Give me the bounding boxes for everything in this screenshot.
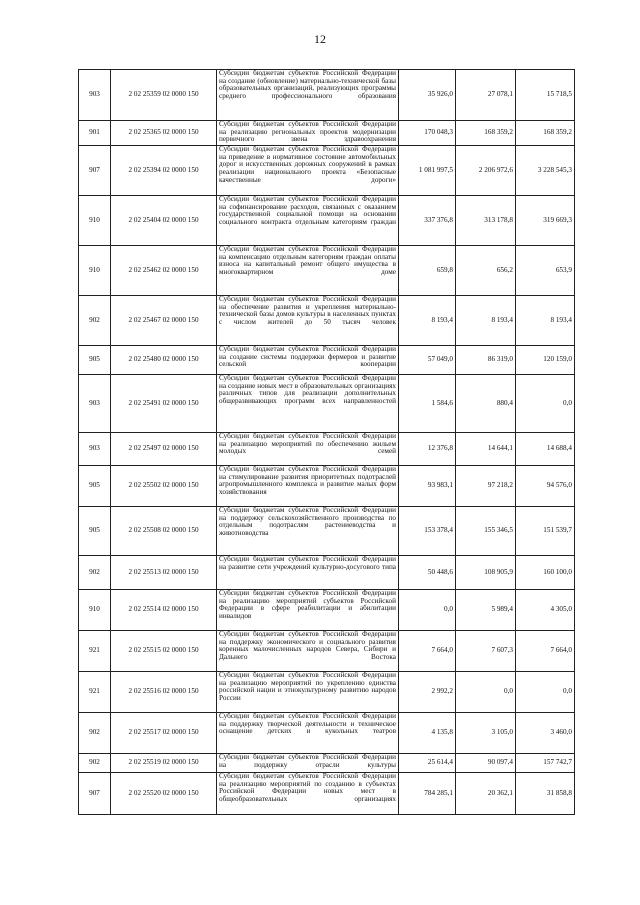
admin-code-cell: 902 [79, 754, 111, 773]
revenue-name-cell: Субсидии бюджетам субъектов Российской Федерации на приведение в нормативное состояние автомобильных дорог и искусственных дорожных сооружений в рамках реализации национального проекта «Безопасные качественные дороги» [217, 146, 399, 196]
amount-year-1-cell: 25 614,4 [399, 754, 456, 773]
table-row [79, 121, 575, 146]
table-row [79, 146, 575, 196]
amount-year-1-cell: 337 376,8 [399, 196, 456, 246]
revenue-name-cell: Субсидии бюджетам субъектов Российской Федерации на софинансирование расходов, связанных с оказанием государственной социальной помощи на основании социального контракта отдельным категориям граждан [217, 196, 399, 246]
amount-year-3-cell: 653,9 [516, 246, 575, 296]
amount-year-2-cell: 108 905,9 [456, 556, 516, 590]
revenue-name-cell: Субсидии бюджетам субъектов Российской Федерации на поддержку творческой деятельности и техническое оснащение детских и кукольных театров [217, 713, 399, 754]
budget-classification-code-cell: 2 02 25497 02 0000 150 [111, 433, 217, 466]
amount-year-3-cell: 94 576,0 [516, 466, 575, 507]
budget-classification-code-cell: 2 02 25462 02 0000 150 [111, 246, 217, 296]
revenue-name-cell: Субсидии бюджетам субъектов Российской Федерации на реализацию мероприятий по укреплению единства российской нации и этнокультурному развитию народов России [217, 672, 399, 713]
budget-table-body [79, 70, 575, 815]
amount-year-3-cell: 4 305,0 [516, 590, 575, 631]
amount-year-2-cell: 7 607,3 [456, 631, 516, 672]
budget-classification-code-cell: 2 02 25513 02 0000 150 [111, 556, 217, 590]
admin-code-cell: 905 [79, 507, 111, 556]
amount-year-1-cell: 0,0 [399, 590, 456, 631]
amount-year-1-cell: 35 926,0 [399, 70, 456, 121]
budget-classification-code-cell: 2 02 25394 02 0000 150 [111, 146, 217, 196]
revenue-name-cell: Субсидии бюджетам субъектов Российской Федерации на реализацию мероприятий по обеспечению жильем молодых семей [217, 433, 399, 466]
revenue-name-cell: Субсидии бюджетам субъектов Российской Федерации на развитие сети учреждений культурно-досугового типа [217, 556, 399, 590]
amount-year-3-cell: 319 669,3 [516, 196, 575, 246]
budget-classification-code-cell: 2 02 25480 02 0000 150 [111, 346, 217, 375]
amount-year-1-cell: 7 664,0 [399, 631, 456, 672]
amount-year-1-cell: 153 378,4 [399, 507, 456, 556]
budget-classification-code-cell: 2 02 25491 02 0000 150 [111, 375, 217, 433]
amount-year-3-cell: 31 858,8 [516, 773, 575, 815]
amount-year-1-cell: 12 376,8 [399, 433, 456, 466]
table-row [79, 672, 575, 713]
amount-year-2-cell: 20 362,1 [456, 773, 516, 815]
amount-year-1-cell: 2 992,2 [399, 672, 456, 713]
revenue-name-cell: Субсидии бюджетам субъектов Российской Федерации на стимулирование развития приоритетных подотраслей агропромышленного комплекса и развитие малых форм хозяйствования [217, 466, 399, 507]
amount-year-3-cell: 151 539,7 [516, 507, 575, 556]
revenue-name-cell: Субсидии бюджетам субъектов Российской Федерации на реализацию мероприятий субъектов Российской Федерации в сфере реабилитации и абилитации инвалидов [217, 590, 399, 631]
table-row [79, 556, 575, 590]
amount-year-3-cell: 14 688,4 [516, 433, 575, 466]
amount-year-2-cell: 97 218,2 [456, 466, 516, 507]
amount-year-2-cell: 656,2 [456, 246, 516, 296]
budget-classification-code-cell: 2 02 25404 02 0000 150 [111, 196, 217, 246]
table-row [79, 773, 575, 815]
amount-year-1-cell: 4 135,8 [399, 713, 456, 754]
table-row [79, 375, 575, 433]
amount-year-2-cell: 168 359,2 [456, 121, 516, 146]
admin-code-cell: 910 [79, 590, 111, 631]
admin-code-cell: 903 [79, 70, 111, 121]
budget-classification-code-cell: 2 02 25467 02 0000 150 [111, 296, 217, 346]
amount-year-1-cell: 1 081 997,5 [399, 146, 456, 196]
revenue-name-cell: Субсидии бюджетам субъектов Российской Федерации на поддержку экономического и социального развития коренных малочисленных народов Севера, Сибири и Дальнего Востока [217, 631, 399, 672]
amount-year-1-cell: 93 983,1 [399, 466, 456, 507]
amount-year-1-cell: 57 049,0 [399, 346, 456, 375]
budget-classification-code-cell: 2 02 25520 02 0000 150 [111, 773, 217, 815]
amount-year-3-cell: 15 718,5 [516, 70, 575, 121]
amount-year-3-cell: 7 664,0 [516, 631, 575, 672]
amount-year-3-cell: 3 228 545,3 [516, 146, 575, 196]
table-row [79, 433, 575, 466]
admin-code-cell: 902 [79, 296, 111, 346]
budget-classification-code-cell: 2 02 25502 02 0000 150 [111, 466, 217, 507]
admin-code-cell: 907 [79, 773, 111, 815]
revenue-name-cell: Субсидии бюджетам субъектов Российской Федерации на компенсацию отдельным категориям граждан оплаты взноса на капитальный ремонт общего имущества в многоквартирном доме [217, 246, 399, 296]
admin-code-cell: 921 [79, 672, 111, 713]
admin-code-cell: 910 [79, 196, 111, 246]
amount-year-2-cell: 313 178,8 [456, 196, 516, 246]
revenue-name-cell: Субсидии бюджетам субъектов Российской Федерации на создание системы поддержки фермеров и развитие сельской кооперации [217, 346, 399, 375]
admin-code-cell: 901 [79, 121, 111, 146]
table-row [79, 296, 575, 346]
budget-classification-code-cell: 2 02 25514 02 0000 150 [111, 590, 217, 631]
amount-year-2-cell: 155 346,5 [456, 507, 516, 556]
table-row [79, 466, 575, 507]
amount-year-2-cell: 5 989,4 [456, 590, 516, 631]
revenue-name-cell: Субсидии бюджетам субъектов Российской Федерации на реализацию региональных проектов модернизации первичного звена здравоохранения [217, 121, 399, 146]
budget-classification-code-cell: 2 02 25359 02 0000 150 [111, 70, 217, 121]
amount-year-2-cell: 880,4 [456, 375, 516, 433]
amount-year-1-cell: 8 193,4 [399, 296, 456, 346]
amount-year-2-cell: 14 644,1 [456, 433, 516, 466]
amount-year-1-cell: 659,8 [399, 246, 456, 296]
table-row [79, 507, 575, 556]
budget-table [78, 69, 575, 815]
amount-year-2-cell: 3 105,0 [456, 713, 516, 754]
budget-classification-code-cell: 2 02 25508 02 0000 150 [111, 507, 217, 556]
amount-year-1-cell: 1 584,6 [399, 375, 456, 433]
amount-year-2-cell: 0,0 [456, 672, 516, 713]
revenue-name-cell: Субсидии бюджетам субъектов Российской Федерации на обеспечение развития и укрепления материально-технической базы домов культуры в населенных пунктах с числом жителей до 50 тысяч человек [217, 296, 399, 346]
table-row [79, 754, 575, 773]
amount-year-3-cell: 3 460,0 [516, 713, 575, 754]
admin-code-cell: 902 [79, 556, 111, 590]
amount-year-2-cell: 2 206 972,6 [456, 146, 516, 196]
admin-code-cell: 910 [79, 246, 111, 296]
amount-year-1-cell: 784 285,1 [399, 773, 456, 815]
amount-year-1-cell: 170 048,3 [399, 121, 456, 146]
amount-year-3-cell: 0,0 [516, 375, 575, 433]
table-row [79, 631, 575, 672]
amount-year-3-cell: 120 159,0 [516, 346, 575, 375]
admin-code-cell: 902 [79, 713, 111, 754]
revenue-name-cell: Субсидии бюджетам субъектов Российской Федерации на создание новых мест в образовательных организациях различных типов для реализации дополнительных общеразвивающих программ всех направленностей [217, 375, 399, 433]
amount-year-2-cell: 86 319,0 [456, 346, 516, 375]
budget-classification-code-cell: 2 02 25519 02 0000 150 [111, 754, 217, 773]
amount-year-3-cell: 0,0 [516, 672, 575, 713]
budget-classification-code-cell: 2 02 25365 02 0000 150 [111, 121, 217, 146]
admin-code-cell: 903 [79, 375, 111, 433]
amount-year-2-cell: 90 097,4 [456, 754, 516, 773]
table-row [79, 590, 575, 631]
budget-classification-code-cell: 2 02 25517 02 0000 150 [111, 713, 217, 754]
table-row [79, 196, 575, 246]
amount-year-1-cell: 50 448,6 [399, 556, 456, 590]
admin-code-cell: 921 [79, 631, 111, 672]
table-row [79, 713, 575, 754]
admin-code-cell: 907 [79, 146, 111, 196]
budget-classification-code-cell: 2 02 25515 02 0000 150 [111, 631, 217, 672]
admin-code-cell: 903 [79, 433, 111, 466]
amount-year-3-cell: 168 359,2 [516, 121, 575, 146]
table-row [79, 70, 575, 121]
admin-code-cell: 905 [79, 466, 111, 507]
revenue-name-cell: Субсидии бюджетам субъектов Российской Федерации на поддержку отрасли культуры [217, 754, 399, 773]
table-row [79, 346, 575, 375]
table-row [79, 246, 575, 296]
amount-year-2-cell: 27 078,1 [456, 70, 516, 121]
amount-year-3-cell: 157 742,7 [516, 754, 575, 773]
revenue-name-cell: Субсидии бюджетам субъектов Российской Федерации на создание (обновление) материально-технической базы образовательных организаций, реализующих программы среднего профессионального образования [217, 70, 399, 121]
revenue-name-cell: Субсидии бюджетам субъектов Российской Федерации на поддержку сельскохозяйственного производства по отдельным подотраслям растениеводства и животноводства [217, 507, 399, 556]
page-number: 12 [314, 32, 326, 46]
revenue-name-cell: Субсидии бюджетам субъектов Российской Федерации на реализацию мероприятий по созданию в субъектах Российской Федерации новых мест в общеобразовательных организациях [217, 773, 399, 815]
amount-year-3-cell: 160 100,0 [516, 556, 575, 590]
amount-year-2-cell: 8 193,4 [456, 296, 516, 346]
amount-year-3-cell: 8 193,4 [516, 296, 575, 346]
budget-classification-code-cell: 2 02 25516 02 0000 150 [111, 672, 217, 713]
admin-code-cell: 905 [79, 346, 111, 375]
